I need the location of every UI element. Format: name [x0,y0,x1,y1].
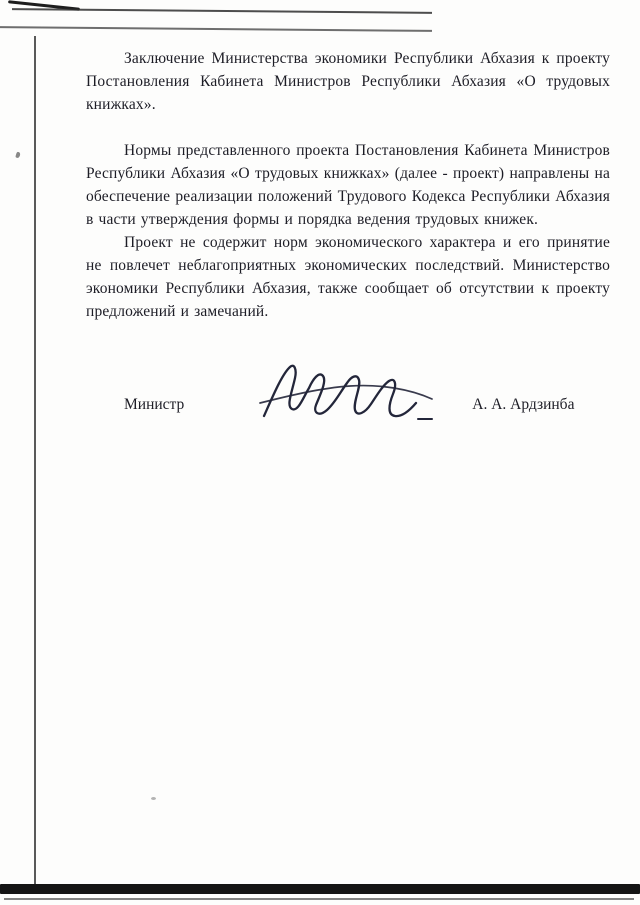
scan-artifact-top-stroke [8,0,80,11]
document-text-block [86,47,610,439]
scan-artifact-top-line-lower [0,26,432,32]
handwritten-signature-icon [258,358,438,435]
paragraph-no-objections: Проект не содержит норм экономического характера и его принятие не повлечет неблагоприятных экономических последствий. Министерство экономики Республики Абхазия, также сообщает об отсутствии к проекту предложений и замечаний. [86,234,610,320]
scan-artifact-bottom-thin-line [4,898,634,900]
signatory-name: А. А. Ардзинба [472,395,575,413]
scan-artifact-top-line-upper [12,8,432,14]
scan-artifact-left-edge-line [34,36,36,888]
paragraph-project-norms: Нормы представленного проекта Постановления Кабинета Министров Республики Абхазия «О трудовых книжках» (далее - проект) направлены на обеспечение реализации положений Трудового Кодекса Республики Абхазия в части утверждения формы и порядка ведения трудовых книжек. [86,142,610,228]
signature-row [86,369,610,439]
paragraph-conclusion-title: Заключение Министерства экономики Республики Абхазия к проекту Постановления Кабинета Министров Республики Абхазия «О трудовых книжках». [86,50,610,113]
signatory-title: Министр [124,395,185,413]
scan-artifact-bottom-bar [0,884,640,894]
scan-artifact-speck [151,797,156,800]
scan-artifact-speck [15,152,21,159]
